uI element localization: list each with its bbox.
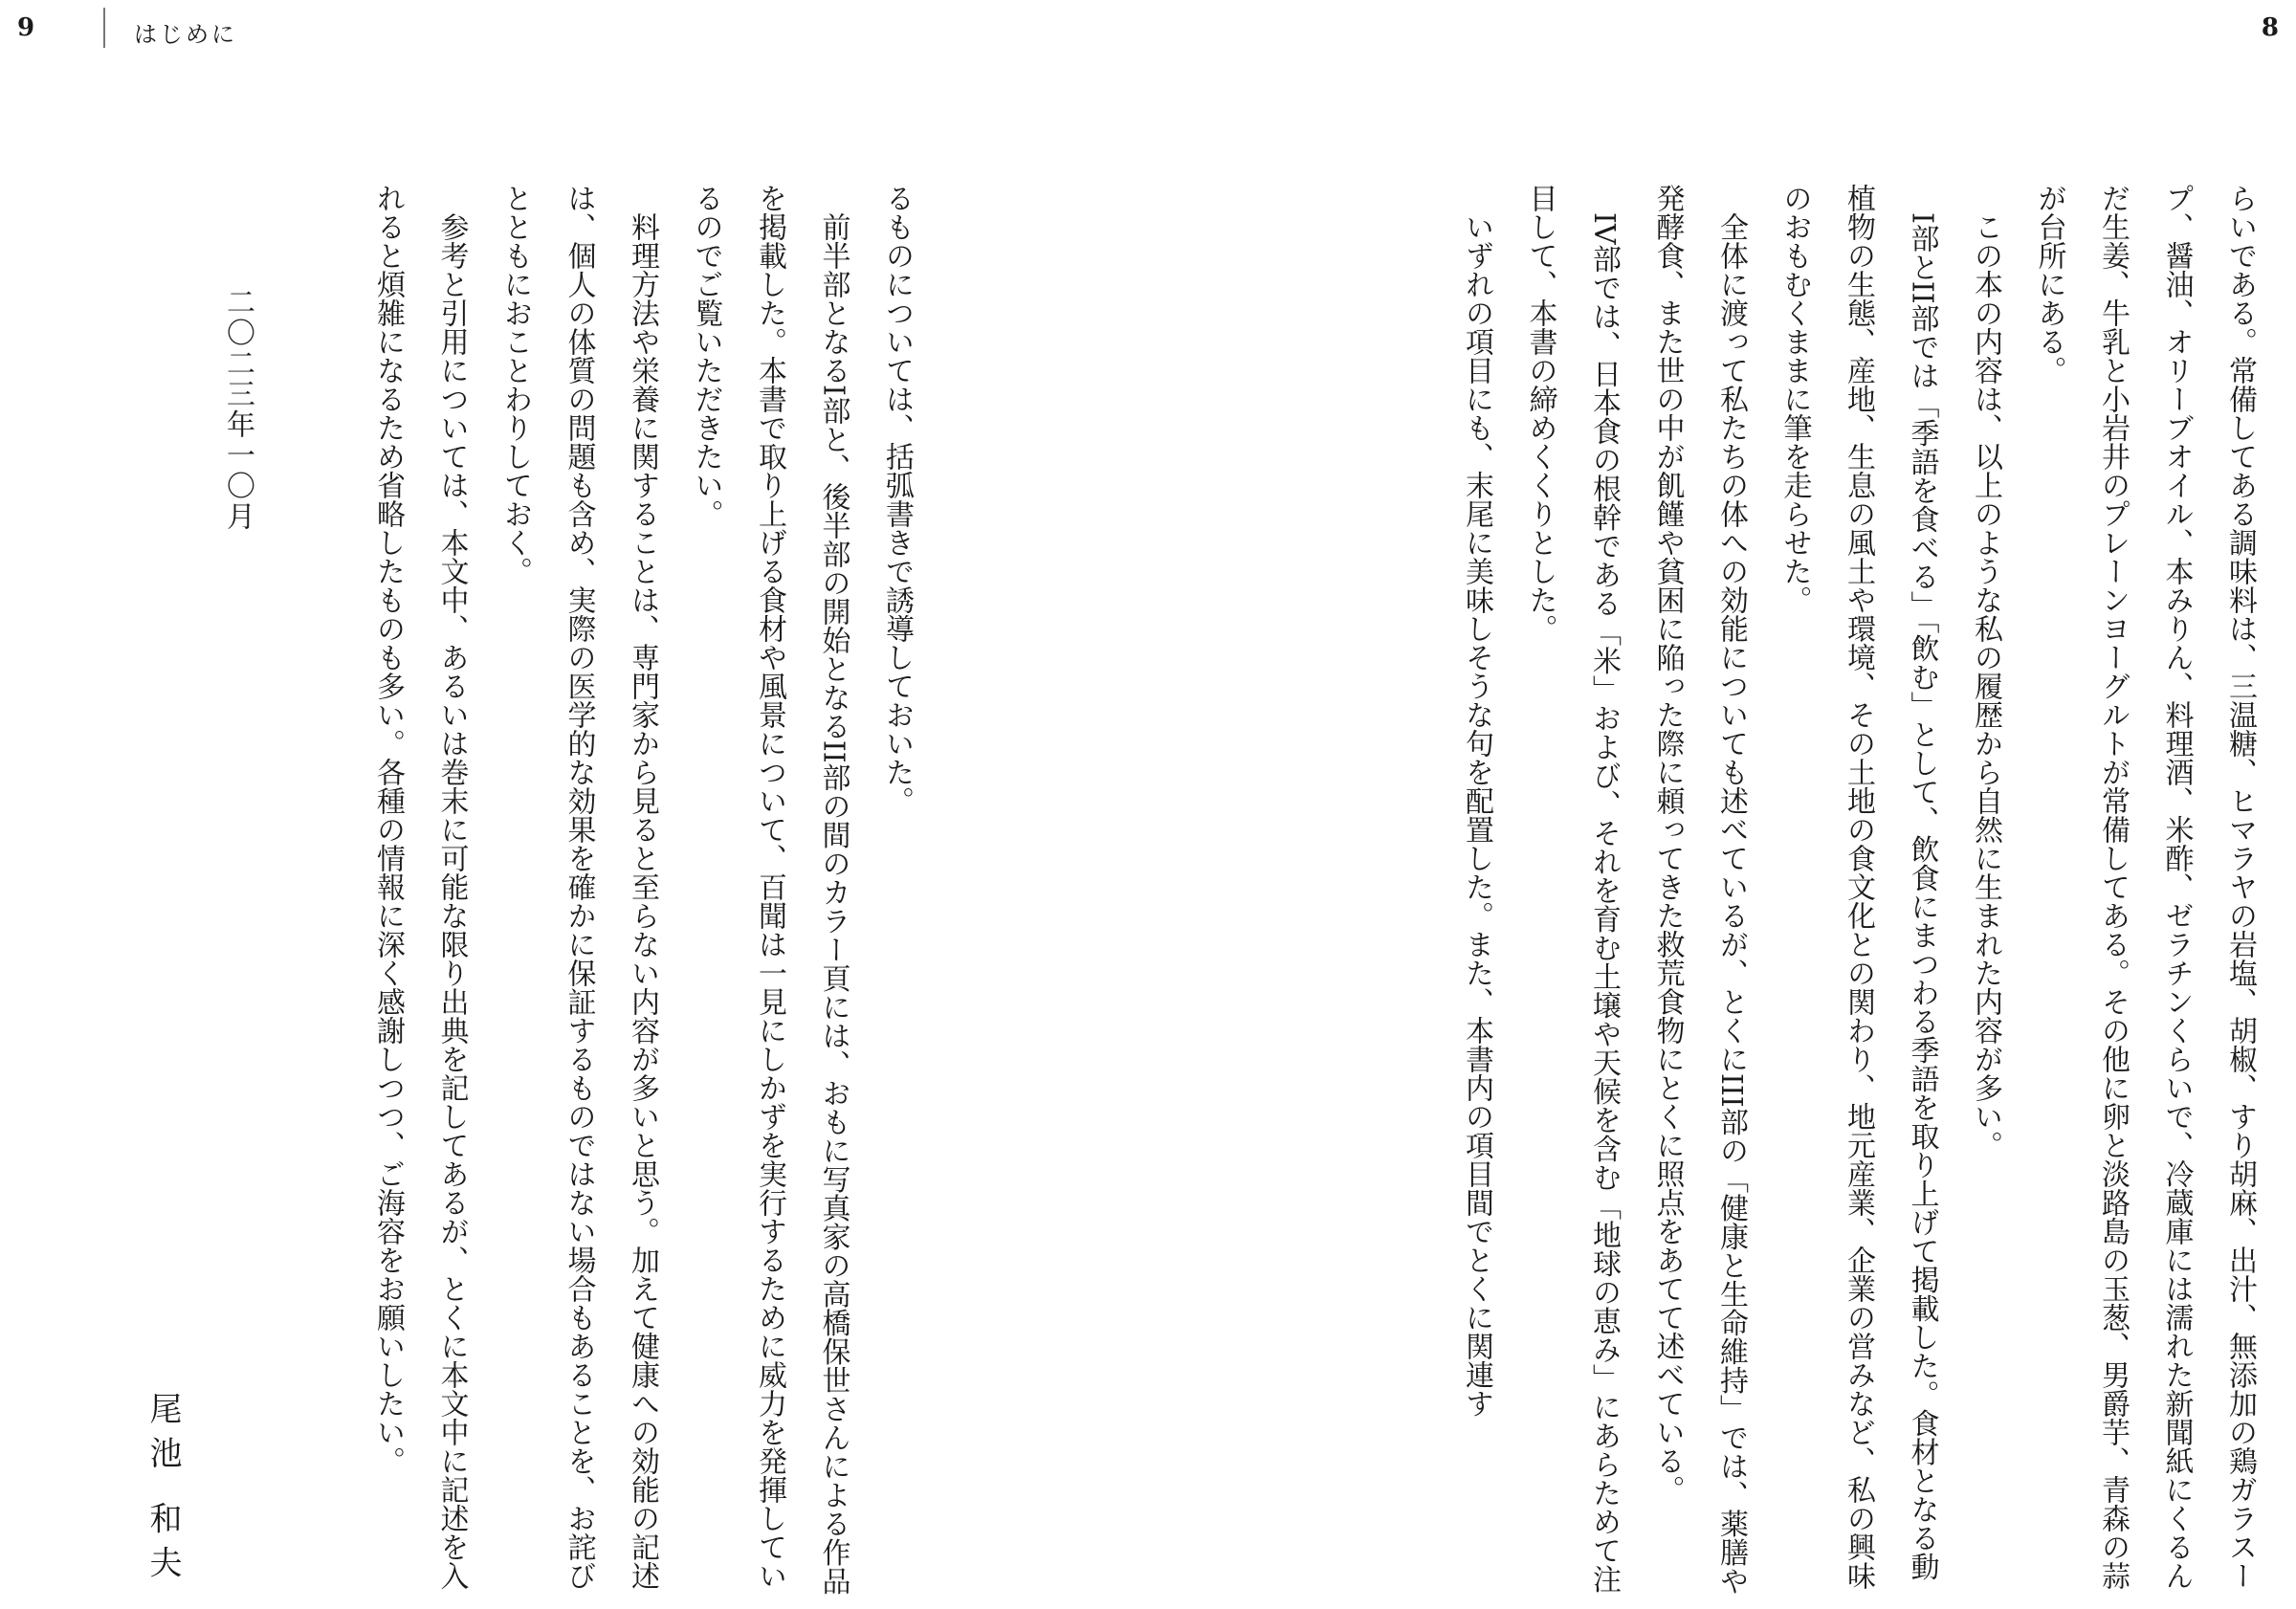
header-rule	[103, 8, 105, 48]
paragraph: この本の内容は、以上のような私の履歴から自然に生まれた内容が多い。	[1969, 212, 2002, 1159]
paragraph: 参考と引用については、本文中、あるいは巻末に可能な限り出典を記してあるが、とくに本文中に記述を入れると煩雑になるため省略したものも多い。各種の情報に深く感謝しつつ、ご海容をお願いしたい。	[371, 184, 469, 1590]
paragraph: 全体に渡って私たちの体への効能についても述べているが、とくにIII部の「健康と生命維持」では、薬膳や発酵食、また世の中が飢饉や貧困に陥った際に頼ってきた救荒食物にとくに照点をあてて述べている。	[1650, 184, 1748, 1596]
paragraph: るものについては、括弧書きで誘導しておいた。	[880, 184, 914, 815]
paragraph: 前半部となるI部と、後半部の開始となるII部の間のカラー頁には、おもに写真家の高橋保世さんによる作品を掲載した。本書で取り上げる食材や風景について、百聞は一見にしかずを実行するために威力を発揮しているのでご覧いただきたい。	[689, 184, 850, 1596]
paragraph: I部とII部では「季語を食べる」「飲む」として、飲食にまつわる季語を取り上げて掲載した。食材となる動植物の生態、産地、生息の風土や環境、その土地の食文化との関わり、地元産業、企業の営みなど、私の興味のおもむくままに筆を走らせた。	[1777, 184, 1939, 1590]
paragraph: らいである。常備してある調味料は、三温糖、ヒマラヤの岩塩、胡椒、すり胡麻、出汁、無添加の鶏ガラスープ、醤油、オリーブオイル、本みりん、料理酒、米酢、ゼラチンくらいで、冷蔵庫には濡れた新聞紙にくるんだ生姜、牛乳と小岩井のプレーンヨーグルトが常備してある。その他に卵と淡路島の玉葱、男爵芋、青森の蒜が台所にある。	[2032, 184, 2257, 1590]
date-line: 二〇二三年一〇月	[221, 287, 254, 532]
running-head: はじめに	[134, 21, 237, 48]
right-page-body	[1267, 184, 2271, 1609]
page-number-left: 9	[17, 13, 35, 42]
page-number-right: 8	[2261, 13, 2279, 42]
paragraph: いずれの項目にも、末尾に美味しそうな句を配置した。また、本書内の項目間でとくに関連す	[1460, 212, 1493, 1418]
left-page-body	[354, 184, 928, 1609]
paragraph: IV部では、日本食の根幹である「米」および、それを育む土壌や天候を含む「地球の恵み」にあらためて注目して、本書の締めくくりとした。	[1523, 184, 1621, 1594]
paragraph: 料理方法や栄養に関することは、専門家から見ると至らない内容が多いと思う。加えて健康への効能の記述は、個人の体質の問題も含め、実際の医学的な効果を確かに保証するものではない場合もあることを、お詫びとともにおことわりしておく。	[498, 184, 659, 1590]
author-name: 尾池 和夫	[144, 1392, 182, 1590]
